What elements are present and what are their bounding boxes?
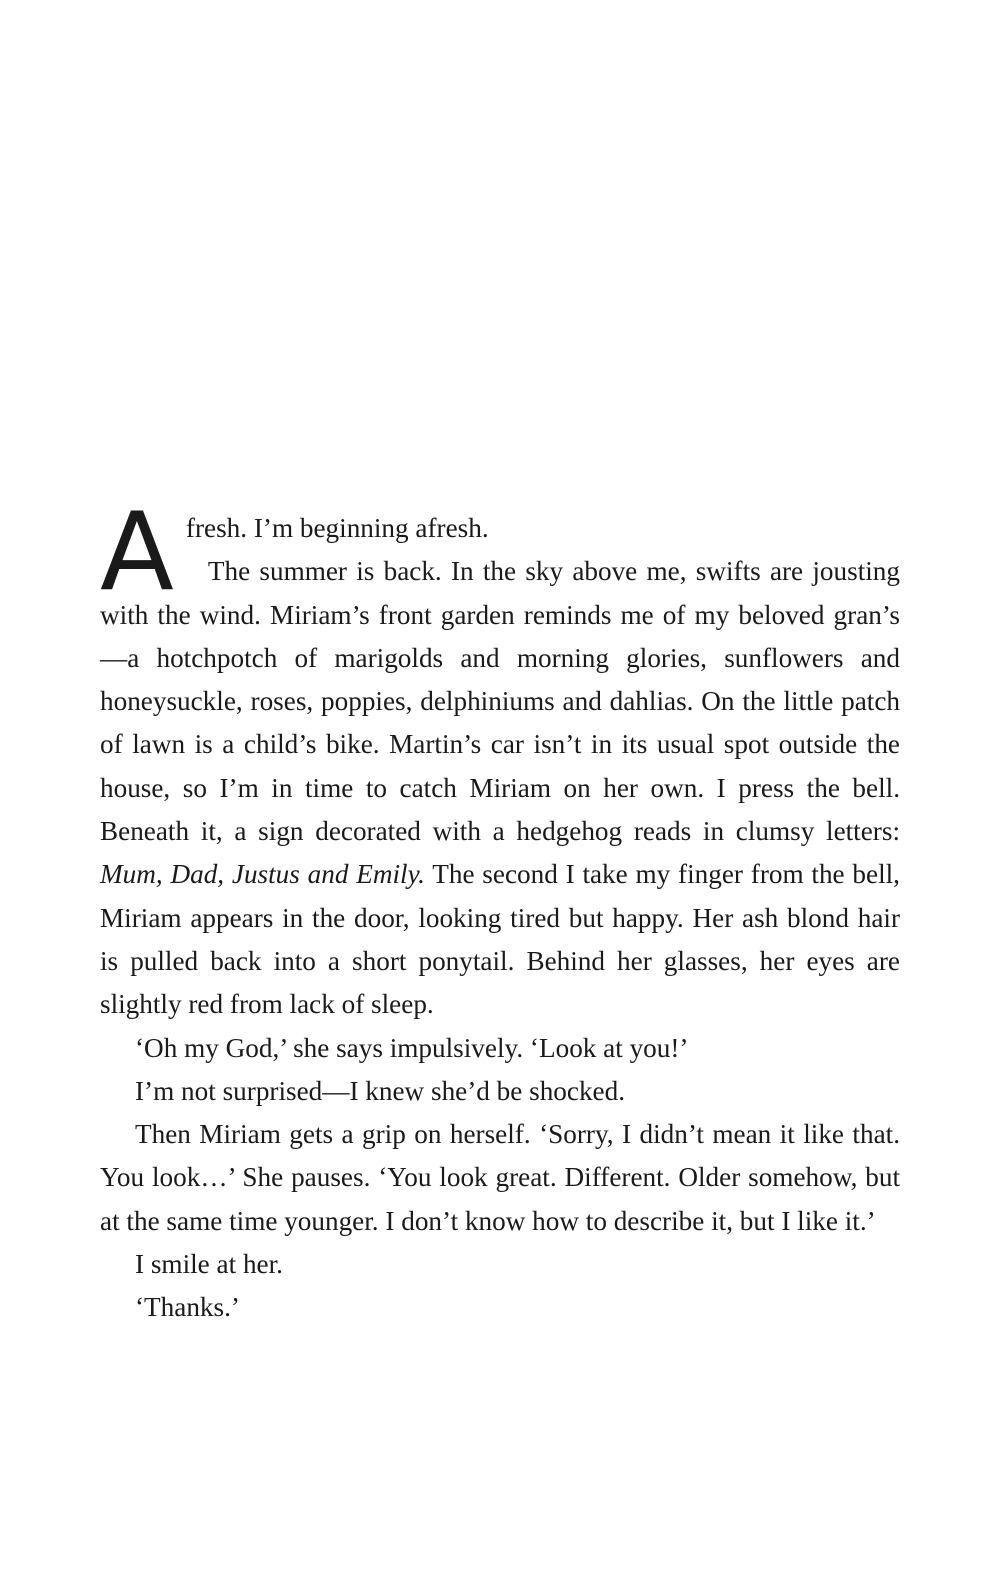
dialogue-paragraph: Then Miriam gets a grip on herself. ‘Sorry, I didn’t mean it like that. You look…’ She pauses. ‘You look great. Different. Older somehow, but at the same time younger. I don’t know how to describe it, but I like it.’ xyxy=(100,1119,900,1236)
dialogue-paragraph: ‘Thanks.’ xyxy=(135,1292,240,1323)
narration-paragraph: I smile at her. xyxy=(135,1249,283,1280)
narration-paragraph: I’m not surprised—I knew she’d be shocked. xyxy=(135,1075,626,1106)
opening-paragraph-text: The summer is back. In the sky above me, swifts are jousting with the wind. Miriam’s front garden reminds me of my beloved gran’s—a hotchpotch of marigolds and morning glories, sunflowers and honeysuckle, roses, poppies, delphiniums and dahlias. On the little patch of lawn is a child’s bike. Martin’s car isn’t in its usual spot outside the house, so I’m in time to catch Miriam on her own. I press the bell. Beneath it, a sign decorated with a hedgehog reads in clumsy letters: xyxy=(100,556,900,847)
dialogue-paragraph: ‘Oh my God,’ she says impulsively. ‘Look at you!’ xyxy=(135,1032,689,1063)
opening-paragraph-continuation: The second I take my finger from the bell, Miriam appears in the door, looking tired but happy. Her ash blond hair is pulled back into a short ponytail. Behind her glasses, her eyes are slightly red from lack of sleep. xyxy=(100,859,900,1020)
drop-cap: A xyxy=(100,490,174,615)
opening-paragraph xyxy=(100,490,900,1027)
chapter-text xyxy=(100,490,900,1330)
opening-first-line: fresh. I’m beginning afresh. xyxy=(185,513,489,543)
hedgehog-sign-text: Mum, Dad, Justus and Emily. xyxy=(100,859,425,890)
